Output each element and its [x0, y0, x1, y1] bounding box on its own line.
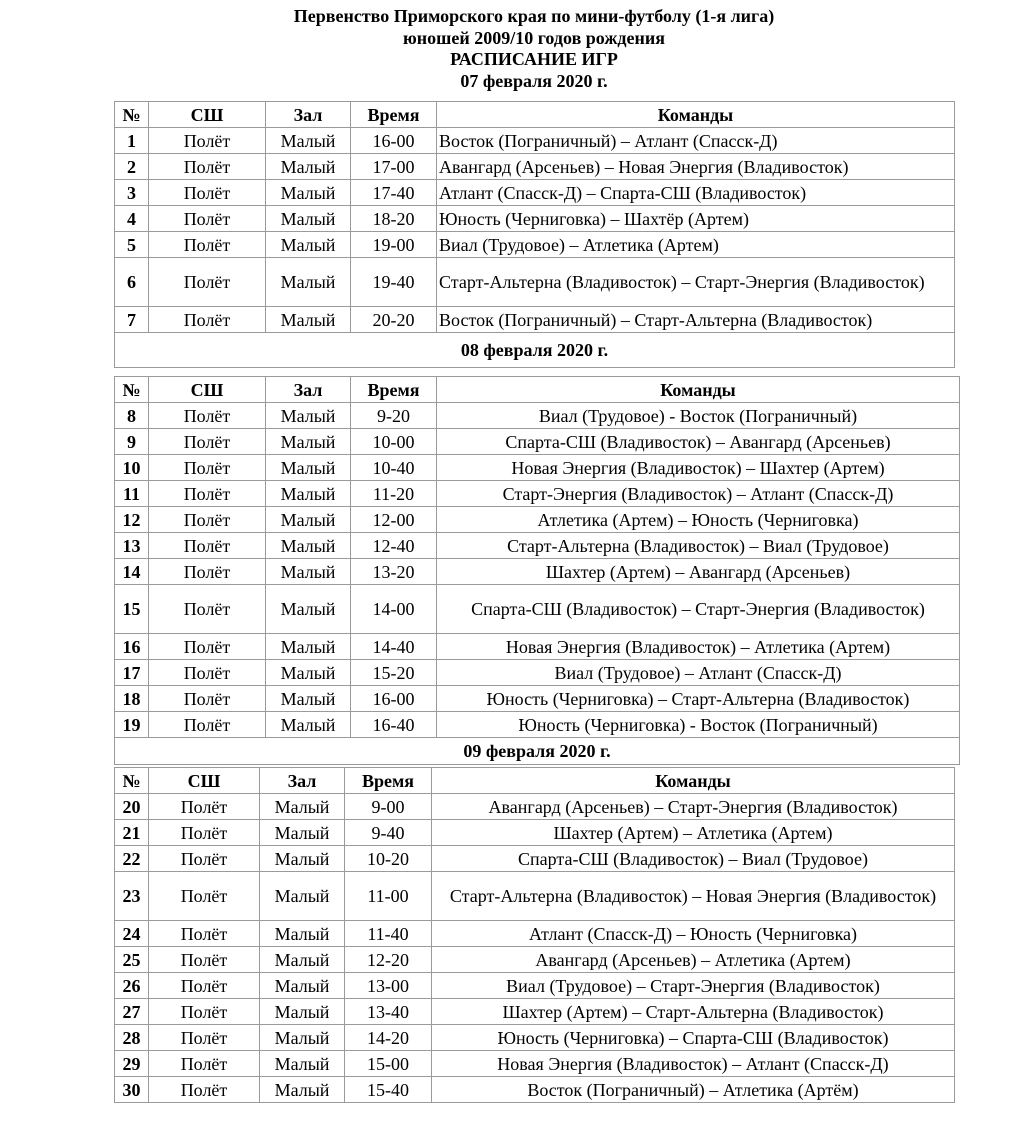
teams-cell: Шахтер (Артем) – Атлетика (Артем) [432, 820, 955, 846]
table-row [115, 180, 955, 206]
teams-cell: Авангард (Арсеньев) – Старт-Энергия (Владивосток) [432, 794, 955, 820]
col-num-header: № [115, 377, 149, 403]
col-teams-header: Команды [432, 768, 955, 794]
doc-title: Первенство Приморского края по мини-футболу (1-я лига) [293, 6, 775, 26]
table-row [115, 921, 955, 947]
table-header-row [115, 377, 960, 403]
hall-cell: Малый [266, 206, 351, 232]
teams-cell: Старт-Альтерна (Владивосток) – Виал (Трудовое) [437, 533, 960, 559]
hall-cell: Малый [266, 180, 351, 206]
hall-cell: Малый [266, 154, 351, 180]
teams-cell: Виал (Трудовое) – Атлант (Спасск-Д) [437, 660, 960, 686]
match-number: 6 [115, 258, 149, 307]
teams-cell: Восток (Пограничный) – Старт-Альтерна (Владивосток) [437, 307, 955, 333]
time-cell: 17-00 [351, 154, 437, 180]
school-cell: Полёт [149, 921, 260, 947]
col-hall-header: Зал [266, 377, 351, 403]
time-cell: 17-40 [351, 180, 437, 206]
time-cell: 10-00 [351, 429, 437, 455]
match-number: 2 [115, 154, 149, 180]
time-cell: 12-00 [351, 507, 437, 533]
teams-cell: Атлетика (Артем) – Юность (Черниговка) [437, 507, 960, 533]
school-cell: Полёт [149, 712, 266, 738]
table-row [115, 429, 960, 455]
match-number: 30 [115, 1077, 149, 1103]
hall-cell: Малый [266, 507, 351, 533]
schedule-table-day3 [114, 767, 955, 1103]
school-cell: Полёт [149, 1025, 260, 1051]
col-num-header: № [115, 102, 149, 128]
time-cell: 16-40 [351, 712, 437, 738]
school-cell: Полёт [149, 232, 266, 258]
teams-cell: Юность (Черниговка) – Шахтёр (Артем) [437, 206, 955, 232]
hall-cell: Малый [260, 1025, 345, 1051]
teams-cell: Авангард (Арсеньев) – Новая Энергия (Владивосток) [437, 154, 955, 180]
hall-cell: Малый [266, 686, 351, 712]
school-cell: Полёт [149, 307, 266, 333]
table-row [115, 455, 960, 481]
hall-cell: Малый [260, 1051, 345, 1077]
time-cell: 14-20 [345, 1025, 432, 1051]
table-row [115, 585, 960, 634]
match-number: 18 [115, 686, 149, 712]
date-row-day2 [115, 333, 955, 368]
document-header [0, 6, 1022, 92]
hall-cell: Малый [266, 232, 351, 258]
school-cell: Полёт [149, 128, 266, 154]
hall-cell: Малый [260, 999, 345, 1025]
match-number: 7 [115, 307, 149, 333]
school-cell: Полёт [149, 634, 266, 660]
school-cell: Полёт [149, 403, 266, 429]
match-number: 12 [115, 507, 149, 533]
teams-cell: Атлант (Спасск-Д) – Спарта-СШ (Владивосток) [437, 180, 955, 206]
match-number: 28 [115, 1025, 149, 1051]
time-cell: 12-20 [345, 947, 432, 973]
match-number: 11 [115, 481, 149, 507]
teams-cell: Новая Энергия (Владивосток) – Атлант (Спасск-Д) [432, 1051, 955, 1077]
table-row [115, 232, 955, 258]
day3-date: 09 февраля 2020 г. [115, 738, 960, 765]
col-time-header: Время [351, 377, 437, 403]
school-cell: Полёт [149, 559, 266, 585]
school-cell: Полёт [149, 180, 266, 206]
school-cell: Полёт [149, 947, 260, 973]
table-row [115, 507, 960, 533]
teams-cell: Старт-Энергия (Владивосток) – Атлант (Спасск-Д) [437, 481, 960, 507]
time-cell: 11-40 [345, 921, 432, 947]
table-row [115, 258, 955, 307]
col-school-header: СШ [149, 102, 266, 128]
teams-cell: Юность (Черниговка) - Восток (Пограничный) [437, 712, 960, 738]
time-cell: 10-40 [351, 455, 437, 481]
teams-cell: Юность (Черниговка) – Старт-Альтерна (Владивосток) [437, 686, 960, 712]
table-row [115, 872, 955, 921]
time-cell: 13-40 [345, 999, 432, 1025]
hall-cell: Малый [260, 1077, 345, 1103]
teams-cell: Спарта-СШ (Владивосток) – Старт-Энергия (Владивосток) [437, 585, 960, 634]
hall-cell: Малый [266, 455, 351, 481]
school-cell: Полёт [149, 585, 266, 634]
time-cell: 15-00 [345, 1051, 432, 1077]
school-cell: Полёт [149, 258, 266, 307]
time-cell: 19-40 [351, 258, 437, 307]
table-row [115, 559, 960, 585]
table-row [115, 794, 955, 820]
hall-cell: Малый [266, 712, 351, 738]
col-school-header: СШ [149, 768, 260, 794]
table-row [115, 1077, 955, 1103]
match-number: 4 [115, 206, 149, 232]
time-cell: 11-20 [351, 481, 437, 507]
match-number: 25 [115, 947, 149, 973]
teams-cell: Виал (Трудовое) - Восток (Пограничный) [437, 403, 960, 429]
table-row [115, 999, 955, 1025]
table-header-row [115, 102, 955, 128]
time-cell: 16-00 [351, 128, 437, 154]
time-cell: 9-20 [351, 403, 437, 429]
table-row [115, 154, 955, 180]
hall-cell: Малый [260, 820, 345, 846]
day2-date: 08 февраля 2020 г. [115, 333, 955, 368]
hall-cell: Малый [260, 973, 345, 999]
match-number: 21 [115, 820, 149, 846]
hall-cell: Малый [266, 429, 351, 455]
match-number: 5 [115, 232, 149, 258]
time-cell: 12-40 [351, 533, 437, 559]
time-cell: 9-00 [345, 794, 432, 820]
match-number: 14 [115, 559, 149, 585]
school-cell: Полёт [149, 533, 266, 559]
day1-date: 07 февраля 2020 г. [460, 70, 608, 91]
col-hall-header: Зал [266, 102, 351, 128]
table-row [115, 820, 955, 846]
match-number: 26 [115, 973, 149, 999]
school-cell: Полёт [149, 660, 266, 686]
teams-cell: Виал (Трудовое) – Атлетика (Артем) [437, 232, 955, 258]
match-number: 10 [115, 455, 149, 481]
school-cell: Полёт [149, 1077, 260, 1103]
school-cell: Полёт [149, 973, 260, 999]
col-time-header: Время [345, 768, 432, 794]
time-cell: 13-20 [351, 559, 437, 585]
table-row [115, 660, 960, 686]
table-row [115, 307, 955, 333]
table-row [115, 973, 955, 999]
table-row [115, 533, 960, 559]
match-number: 22 [115, 846, 149, 872]
table-row [115, 846, 955, 872]
time-cell: 18-20 [351, 206, 437, 232]
match-number: 1 [115, 128, 149, 154]
table-row [115, 1051, 955, 1077]
school-cell: Полёт [149, 820, 260, 846]
match-number: 24 [115, 921, 149, 947]
teams-cell: Старт-Альтерна (Владивосток) – Новая Энергия (Владивосток) [432, 872, 955, 921]
doc-subtitle: юношей 2009/10 годов рождения [403, 27, 665, 48]
col-num-header: № [115, 768, 149, 794]
hall-cell: Малый [266, 307, 351, 333]
teams-cell: Авангард (Арсеньев) – Атлетика (Артем) [432, 947, 955, 973]
match-number: 13 [115, 533, 149, 559]
hall-cell: Малый [266, 128, 351, 154]
school-cell: Полёт [149, 1051, 260, 1077]
table-row [115, 403, 960, 429]
teams-cell: Новая Энергия (Владивосток) – Атлетика (Артем) [437, 634, 960, 660]
school-cell: Полёт [149, 794, 260, 820]
match-number: 19 [115, 712, 149, 738]
table-row [115, 1025, 955, 1051]
school-cell: Полёт [149, 507, 266, 533]
hall-cell: Малый [260, 872, 345, 921]
teams-cell: Атлант (Спасск-Д) – Юность (Черниговка) [432, 921, 955, 947]
school-cell: Полёт [149, 206, 266, 232]
time-cell: 16-00 [351, 686, 437, 712]
school-cell: Полёт [149, 846, 260, 872]
school-cell: Полёт [149, 455, 266, 481]
time-cell: 10-20 [345, 846, 432, 872]
table-row [115, 947, 955, 973]
table-row [115, 712, 960, 738]
time-cell: 15-20 [351, 660, 437, 686]
hall-cell: Малый [266, 660, 351, 686]
teams-cell: Юность (Черниговка) – Спарта-СШ (Владивосток) [432, 1025, 955, 1051]
match-number: 15 [115, 585, 149, 634]
teams-cell: Спарта-СШ (Владивосток) – Авангард (Арсеньев) [437, 429, 960, 455]
hall-cell: Малый [260, 846, 345, 872]
match-number: 29 [115, 1051, 149, 1077]
school-cell: Полёт [149, 872, 260, 921]
hall-cell: Малый [260, 921, 345, 947]
time-cell: 19-00 [351, 232, 437, 258]
match-number: 23 [115, 872, 149, 921]
time-cell: 14-40 [351, 634, 437, 660]
col-hall-header: Зал [260, 768, 345, 794]
time-cell: 9-40 [345, 820, 432, 846]
hall-cell: Малый [266, 634, 351, 660]
teams-cell: Старт-Альтерна (Владивосток) – Старт-Энергия (Владивосток) [437, 258, 955, 307]
table-header-row [115, 768, 955, 794]
col-teams-header: Команды [437, 377, 960, 403]
teams-cell: Спарта-СШ (Владивосток) – Виал (Трудовое) [432, 846, 955, 872]
match-number: 17 [115, 660, 149, 686]
match-number: 8 [115, 403, 149, 429]
match-number: 16 [115, 634, 149, 660]
col-teams-header: Команды [437, 102, 955, 128]
hall-cell: Малый [266, 403, 351, 429]
school-cell: Полёт [149, 154, 266, 180]
table-row [115, 128, 955, 154]
match-number: 20 [115, 794, 149, 820]
time-cell: 15-40 [345, 1077, 432, 1103]
table-row [115, 481, 960, 507]
hall-cell: Малый [260, 947, 345, 973]
match-number: 3 [115, 180, 149, 206]
school-cell: Полёт [149, 481, 266, 507]
match-number: 9 [115, 429, 149, 455]
table-row [115, 206, 955, 232]
table-row [115, 686, 960, 712]
teams-cell: Шахтер (Артем) – Старт-Альтерна (Владивосток) [432, 999, 955, 1025]
hall-cell: Малый [260, 794, 345, 820]
school-cell: Полёт [149, 686, 266, 712]
hall-cell: Малый [266, 258, 351, 307]
school-cell: Полёт [149, 999, 260, 1025]
schedule-heading: РАСПИСАНИЕ ИГР [450, 49, 618, 69]
teams-cell: Восток (Пограничный) – Атлант (Спасск-Д) [437, 128, 955, 154]
date-row-day3 [115, 738, 960, 765]
hall-cell: Малый [266, 585, 351, 634]
teams-cell: Шахтер (Артем) – Авангард (Арсеньев) [437, 559, 960, 585]
hall-cell: Малый [266, 559, 351, 585]
hall-cell: Малый [266, 481, 351, 507]
col-time-header: Время [351, 102, 437, 128]
schedule-table-day1 [114, 101, 955, 368]
col-school-header: СШ [149, 377, 266, 403]
time-cell: 20-20 [351, 307, 437, 333]
table-row [115, 634, 960, 660]
time-cell: 13-00 [345, 973, 432, 999]
match-number: 27 [115, 999, 149, 1025]
teams-cell: Виал (Трудовое) – Старт-Энергия (Владивосток) [432, 973, 955, 999]
time-cell: 11-00 [345, 872, 432, 921]
time-cell: 14-00 [351, 585, 437, 634]
teams-cell: Восток (Пограничный) – Атлетика (Артём) [432, 1077, 955, 1103]
schedule-table-day2 [114, 376, 960, 765]
teams-cell: Новая Энергия (Владивосток) – Шахтер (Артем) [437, 455, 960, 481]
hall-cell: Малый [266, 533, 351, 559]
school-cell: Полёт [149, 429, 266, 455]
